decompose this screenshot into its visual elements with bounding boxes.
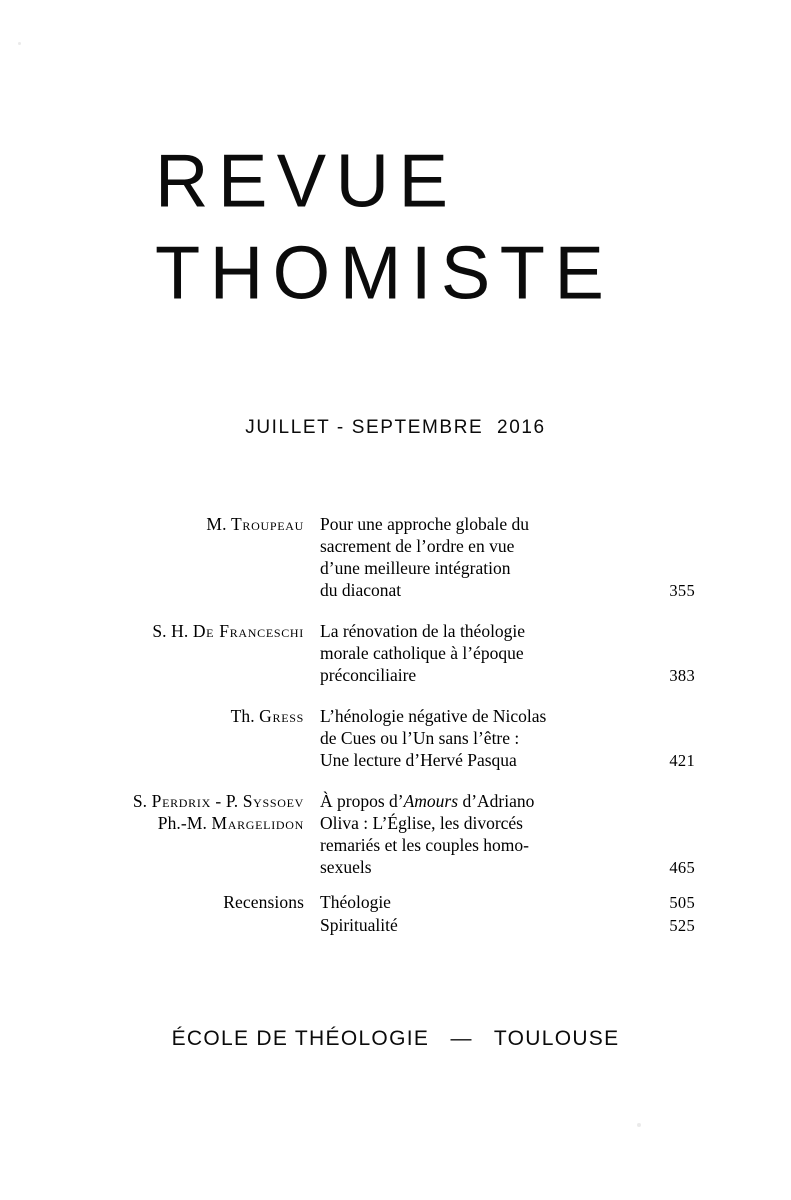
title-text: du diaconat (320, 580, 402, 600)
title-text: préconciliaire (320, 665, 417, 685)
title-text: remariés et les couples homo- (320, 835, 529, 855)
title-line (320, 705, 695, 727)
toc-entry-authors (95, 513, 320, 535)
title-line (320, 727, 695, 749)
title-text: d’une meilleure intégration (320, 558, 511, 578)
title-text: L’hénologie négative de Nicolas (320, 706, 547, 726)
page-number: 421 (669, 751, 695, 770)
title-line (320, 856, 695, 879)
title-text: de Cues ou l’Un sans l’être : (320, 728, 520, 748)
title-line (320, 812, 695, 834)
author-name: S. Perdrix - P. Syssoev (132, 791, 304, 811)
reviews-title-column (320, 891, 695, 937)
review-line (320, 891, 695, 914)
title-line (320, 513, 695, 535)
title-text: Une lecture d’Hervé Pasqua (320, 750, 517, 770)
page-number: 465 (669, 858, 695, 877)
reviews-label: Recensions (223, 892, 304, 912)
review-line (320, 914, 695, 937)
title-text: sexuels (320, 857, 372, 877)
reviews-label-column (95, 891, 320, 913)
title-line (320, 557, 695, 579)
toc-entry-reviews (95, 891, 695, 937)
issue-date: JUILLET - SEPTEMBRE 2016 (245, 417, 546, 438)
title-text: À propos d’Amours d’Adriano (320, 791, 535, 811)
toc-entry-authors (95, 705, 320, 727)
toc-entry (95, 705, 695, 772)
scan-speck (18, 42, 21, 45)
title-line (320, 749, 695, 772)
table-of-contents (95, 513, 695, 937)
page-number: 505 (669, 893, 695, 912)
author-name: Th. Gress (230, 706, 304, 726)
publisher-footer: ÉCOLE DE THÉOLOGIE — TOULOUSE (171, 1027, 620, 1050)
title-line (320, 620, 695, 642)
toc-entry-title (320, 790, 695, 879)
title-line (320, 664, 695, 687)
title-text: morale catholique à l’époque (320, 643, 524, 663)
toc-entry-authors (95, 790, 320, 834)
toc-entry-list (95, 513, 695, 879)
journal-title-line-1: REVUE (155, 138, 458, 223)
author-name: S. H. De Franceschi (152, 621, 304, 641)
title-line (320, 642, 695, 664)
scan-speck (637, 1123, 641, 1127)
title-text: sacrement de l’ordre en vue (320, 536, 515, 556)
title-line (320, 834, 695, 856)
toc-entry (95, 620, 695, 687)
author-name: M. Troupeau (206, 514, 304, 534)
author-name: Ph.-M. Margelidon (157, 813, 304, 833)
toc-entry-title (320, 620, 695, 687)
title-line (320, 790, 695, 812)
review-name: Théologie (320, 892, 391, 912)
toc-entry-authors (95, 620, 320, 642)
page-number: 383 (669, 666, 695, 685)
toc-entry (95, 513, 695, 602)
title-text: Pour une approche globale du (320, 514, 529, 534)
journal-title-line-2: THOMISTE (155, 230, 614, 315)
toc-entry-title (320, 705, 695, 772)
toc-entry-title (320, 513, 695, 602)
title-line (320, 535, 695, 557)
title-line (320, 579, 695, 602)
page-number: 525 (669, 916, 695, 935)
toc-entry (95, 790, 695, 879)
title-text: La rénovation de la théologie (320, 621, 526, 641)
page-number: 355 (669, 581, 695, 600)
review-name: Spiritualité (320, 915, 398, 935)
title-text: Oliva : L’Église, les divorcés (320, 813, 523, 833)
journal-masthead (155, 134, 715, 318)
